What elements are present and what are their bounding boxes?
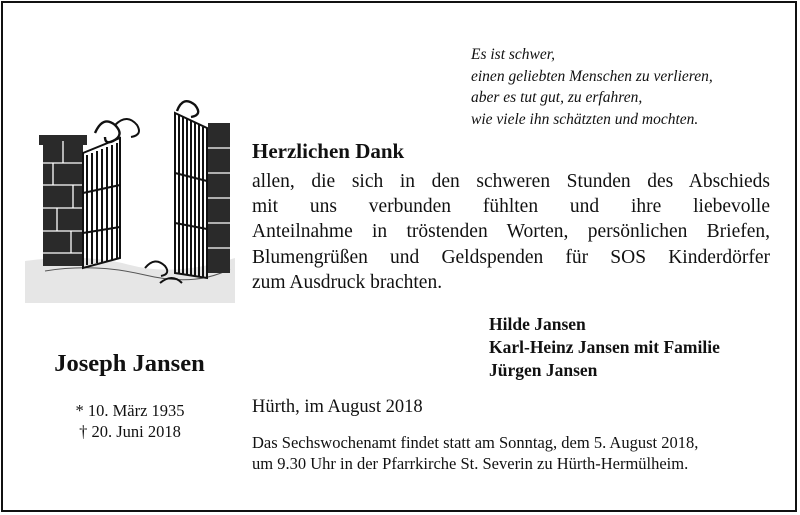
deceased-name: Joseph Jansen [54,350,205,377]
thanks-line: Blumengrüßen und Geldspenden für SOS Kinderdörfer [252,246,770,268]
place-date: Hürth, im August 2018 [252,397,423,417]
thanks-heading: Herzlichen Dank [252,139,405,163]
thanks-line: Anteilnahme in tröstenden Worten, persönlichen Briefen, [252,221,770,243]
birth-date: * 10. März 1935 [75,401,185,420]
signer-name: Karl-Heinz Jansen mit Familie [489,337,720,357]
signer-name: Jürgen Jansen [489,360,598,380]
notice-line: um 9.30 Uhr in der Pfarrkirche St. Severin zu Hürth-Hermülheim. [252,454,689,473]
signers [489,313,720,382]
poem-line: aber es tut gut, zu erfahren, [471,89,643,106]
poem-line: wie viele ihn schätzten und mochten. [471,110,699,128]
thanks-line: mit uns verbunden fühlten und ihre liebevolle [252,196,770,218]
poem-line: einen geliebten Menschen zu verlieren, [471,67,713,85]
service-notice [252,432,698,474]
thanks-line: allen, die sich in den schweren Stunden des Abschieds [252,171,770,192]
open-gate-icon [25,93,235,303]
thanks-text [252,169,770,295]
death-date: † 20. Juni 2018 [79,422,181,441]
notice-line: Das Sechswochenamt findet statt am Sonntag, dem 5. August 2018, [252,433,699,452]
signer-name: Hilde Jansen [489,314,586,334]
poem-line: Es ist schwer, [471,46,555,63]
poem [471,44,771,130]
thanks-line: zum Ausdruck brachten. [252,271,443,293]
life-dates [55,400,205,442]
